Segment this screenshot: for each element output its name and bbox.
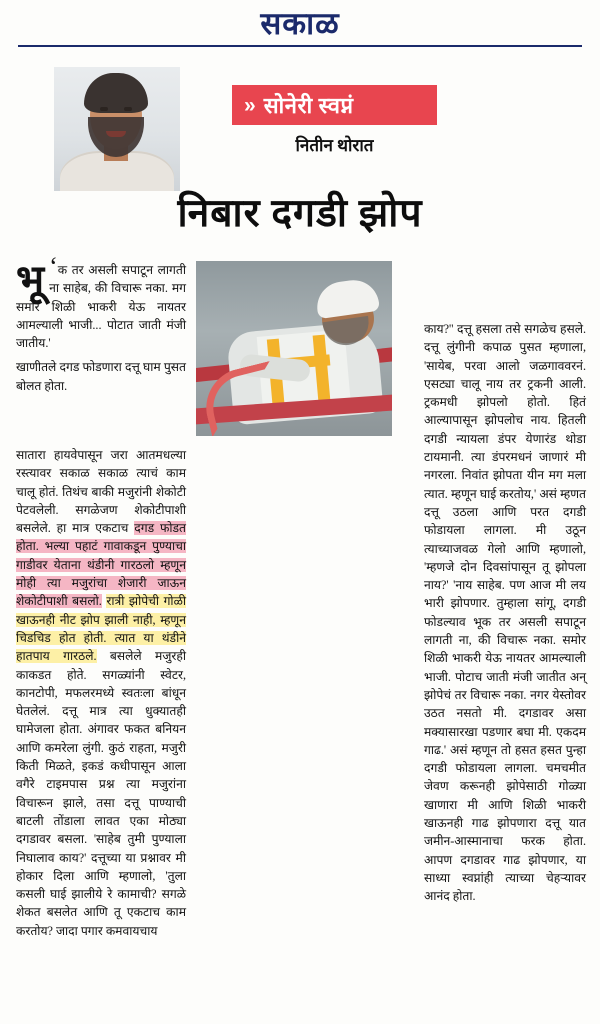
column-title-label: सोनेरी स्वप्नं	[263, 93, 354, 118]
intro-paragraph-text: क तर असली सपाटून लागती ना साहेब, की विचारू नका. मग समोर शिळी भाकरी येऊ नायतर आमल्याली भाजी... पोटात जाती मंजी जातीय.'	[16, 263, 186, 351]
column-title-banner	[232, 85, 437, 125]
masthead	[0, 0, 600, 53]
author-byline: नितीन थोरात	[295, 136, 374, 155]
article-photo	[196, 261, 392, 436]
page-title: निबार दगडी झोप	[177, 192, 423, 235]
right-column-paragraph: काय?'' दत्तू हसला तसे सगळेच हसले. दत्तू लुंगीनी कपाळ पुसत म्हणाला, 'सायेब, परवा आलो जळगाववरनं. एसट्या चालू नाय तर ट्रकनी आली. ट्रकमधी झोपलो होतो. हितं आल्यापासून झोपलोच नाय. हितली दगडी न्यायला डंपर येणारंड थोडा टायमानी. त्या डंपरमधनं जाणारं मी नगरला. निवांत झोपता यीन मग मला त्यात. म्हणून घाई करतोय,' असं म्हणत दत्तू उठला आणि परत दगडी फोडायला लागला. मी उठून त्याच्याजवळ गेलो आणि म्हणालो, 'म्हणजे दोन दिवसांपासून तू झोपला नाय?' 'नाय साहेब. पण आज मी लय भारी झोपणार. तुम्हाला सांगू, दगडी फोडल्याव भूक तर असली सपाटून लागती ना, की विचारू नका. समोर शिळी भाकरी येऊ नायतर आमल्याली भाजी. पोटाच जाती मंजी जातीत अन् झोपेचं तर विचारू नका. नगर येस्तोवर उठत नसतो मी. दगडावर असा मक्यासारखा पडणार बघा मी. एकदम गाढ.' असं म्हणून तो हसत हसत पुन्हा दगडी फोडायला लागला. चमचमीत जेवण करूनही झोपेसाठी गोळ्या खाणारा मी आणि शिळी भाकरी खाऊनही गाढ झोपणारा दत्तू यात जमीन-आस्मानाचा फरक होता. आपण दगडावर गाढ झोपणार, या साध्या स्वप्नांही त्याच्या चेहऱ्यावर आनंद होता.	[424, 322, 586, 904]
intro-paragraph	[16, 252, 186, 352]
portrait-mouth	[106, 131, 126, 137]
highlight-yellow-1: रात्री झोपेची गोळी खाऊनही नीट झोप झाली नाही, म्हणून चिडचिड होत होती. त्यात या थंडीने हातपाय गारठले.	[16, 594, 187, 664]
highlight-pink-1: दगड फोडत होता. भल्या पहाटं गावाकडून पुण्याचा गाडीवर येताना थंडीनी गारठलो म्हणून मोही त्या मजुरांचा शेजारी जाऊन शेकोटीपाशी बसलो.	[16, 521, 186, 609]
paragraph-3-part-a: सातारा हायवेपासून जरा आतमधल्या रस्त्यावर सकाळ सकाळ त्याचं काम चालू होतं. तिथंच बाकी मजुरांनी शेकोटी पेटवलेली. सगळेजण शेकोटीपाशी बसलेले. हा मात्र एकटाच	[16, 448, 186, 536]
author-portrait-photo	[54, 67, 180, 191]
article-column-middle	[196, 261, 392, 440]
masthead-logo: सकाळ	[260, 6, 340, 41]
open-quote-mark: ‘	[49, 252, 58, 281]
paragraph-3-part-c: बसलेले मजुरही काकडत होते. सगळ्यांनी स्वेटर, कानटोपी, मफलरमध्ये स्वतःला बांधून घेतलेलं. दत्तू मात्र त्या धुक्यातही घामेजला होता. अंगावर फकत बनियन आणि कमरेला लुंगी. कुठं राहता, मजुरी किती मिळते, इकडं कधीपासून आला वगैरे टाइमपास प्रश्न त्या मजुरांना विचारून झाले, तसा दत्तू पाण्याची बाटली तोंडाला लावत एका मोठ्या दगडावर बसला. 'साहेब तुमी पुण्याला निघालाव काय?' दत्तूच्या या प्रश्नावर मी होकार दिला आणि म्हणालो, 'तुला कसली घाई झालीये रे कामाची? सगळे शेकत बसलेत आणि तू एकटाच काम करतोय? जादा पगार कमवायचाय	[16, 649, 187, 938]
double-chevron-right-icon: »	[244, 93, 256, 117]
paragraph-2: खाणीतले दगड फोडणारा दत्तू घाम पुसत बोलत होता.	[16, 360, 186, 393]
portrait-right-eye	[124, 107, 132, 111]
article-column-left-continued	[16, 446, 186, 940]
paragraph-3	[16, 446, 186, 940]
article-header-block	[14, 59, 586, 259]
article-column-left	[16, 252, 186, 401]
portrait-left-eye	[100, 107, 108, 111]
article-column-right	[424, 320, 586, 912]
drop-cap: भू	[16, 257, 45, 302]
masthead-divider	[18, 45, 582, 47]
